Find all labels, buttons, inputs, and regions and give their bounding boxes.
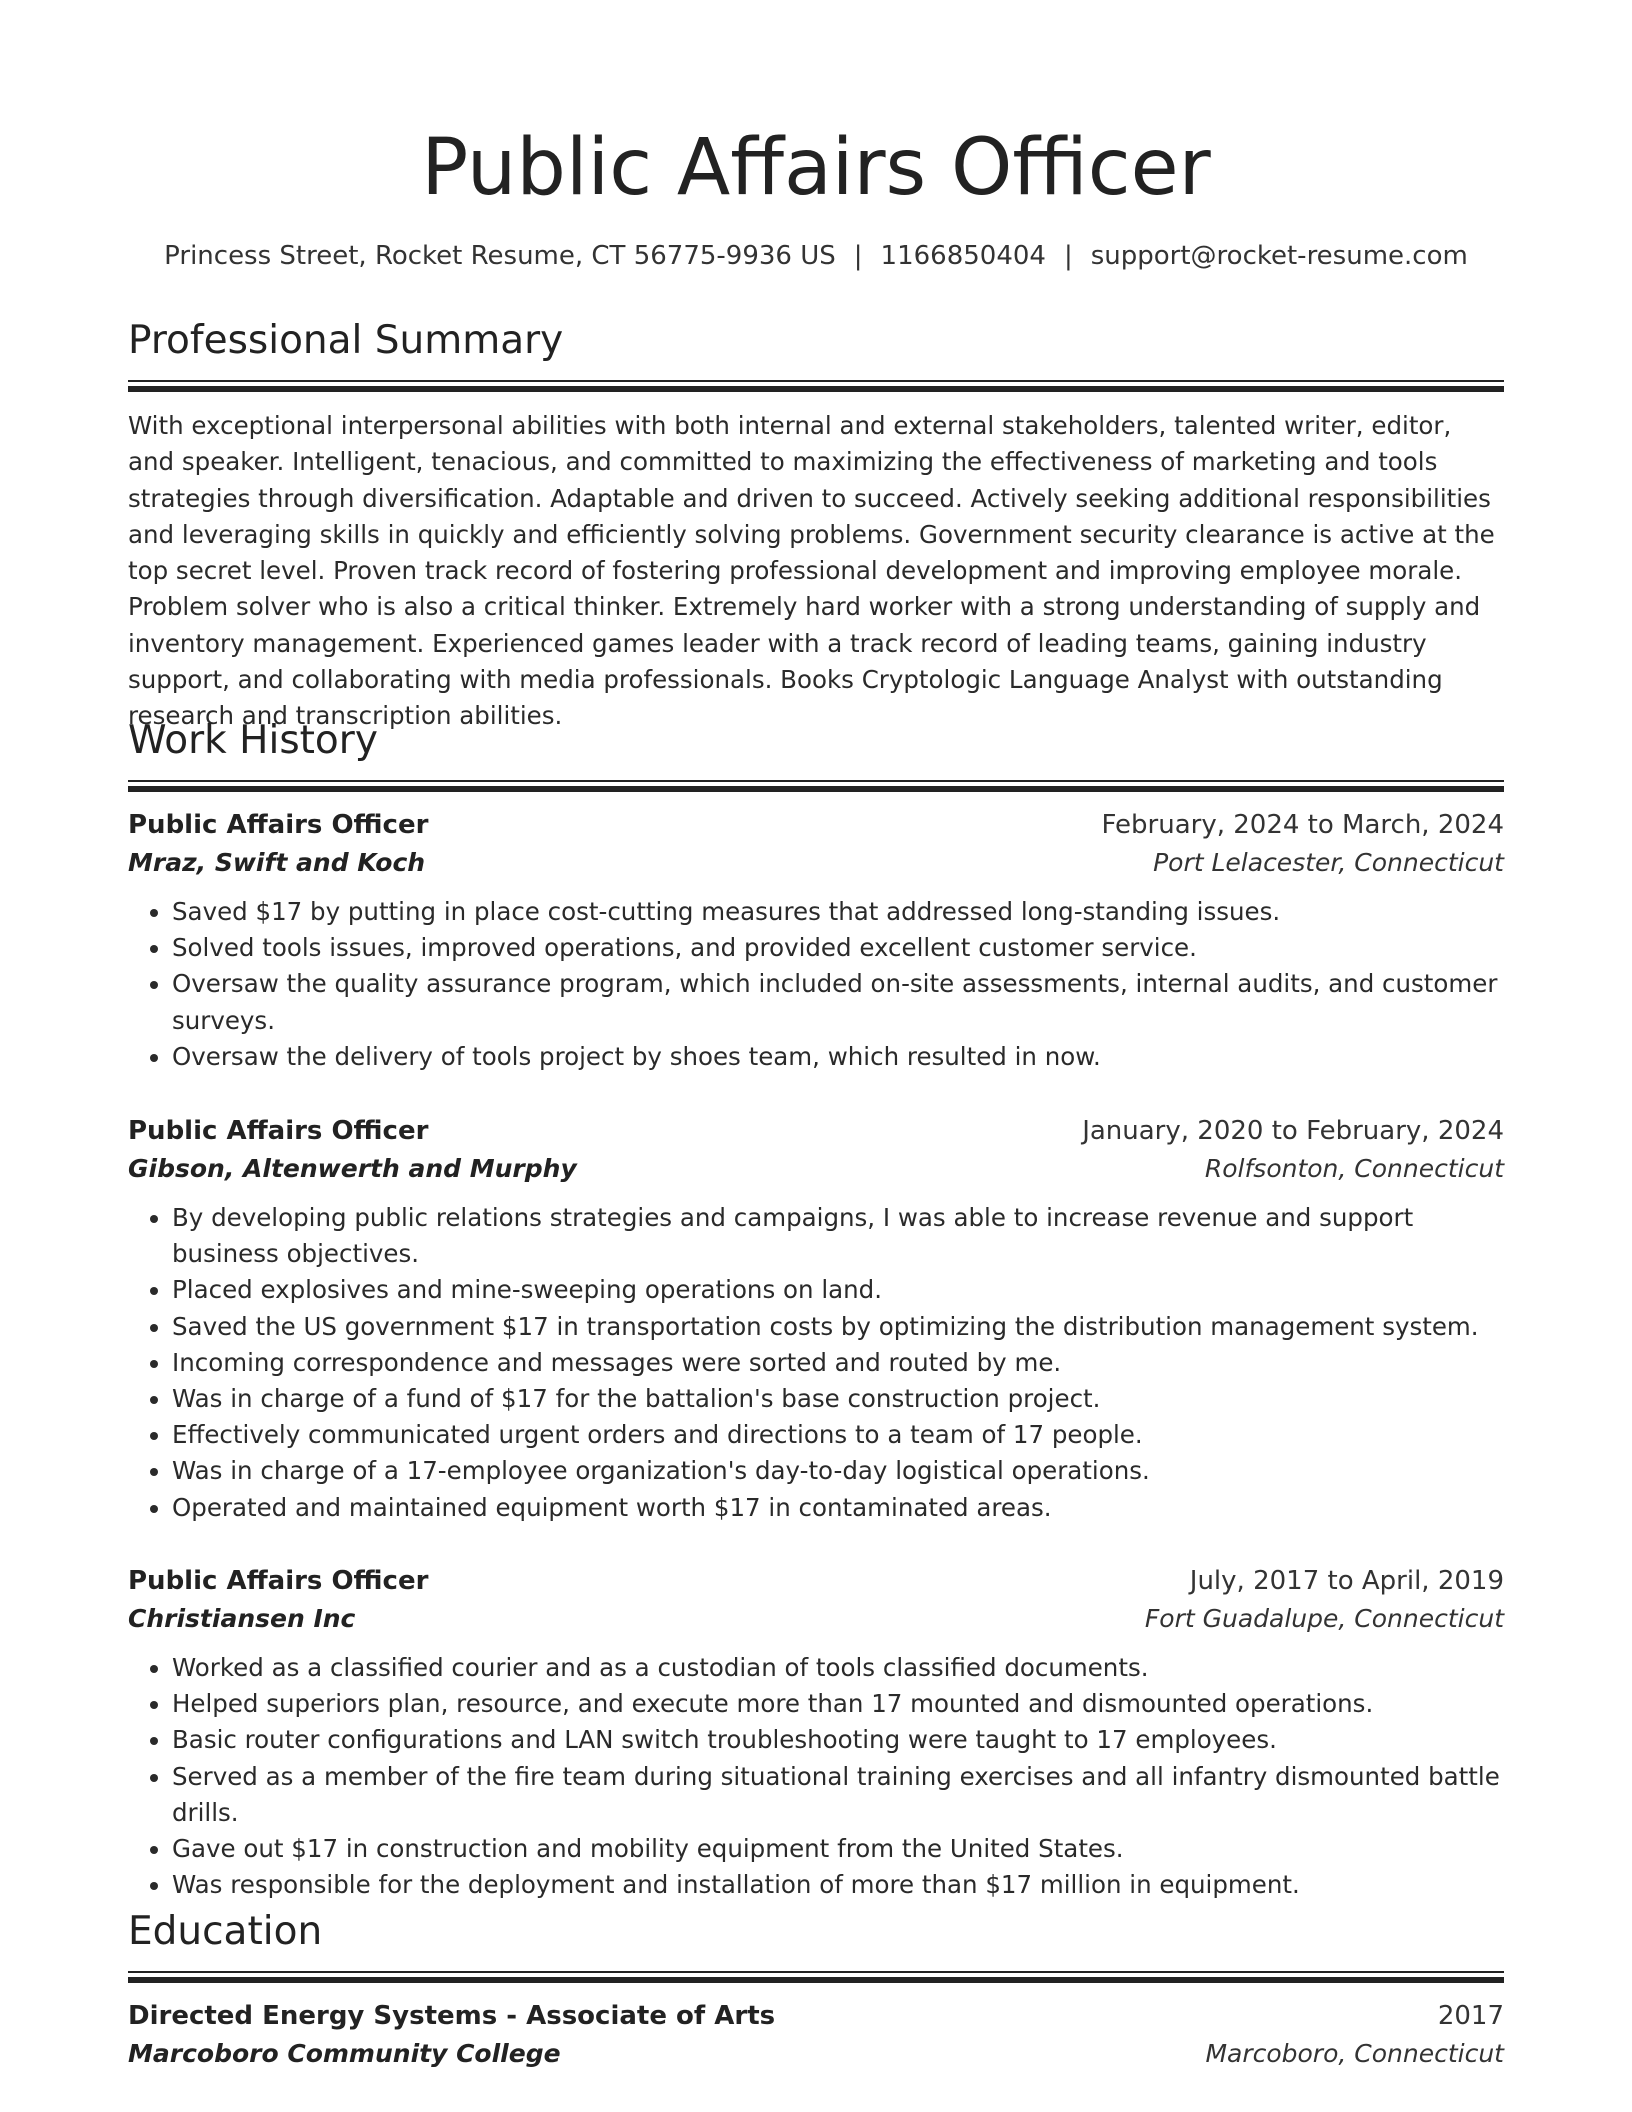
job-entry: [128, 1562, 1504, 1903]
job-bullets: [128, 1200, 1504, 1526]
summary-text: With exceptional interpersonal abilities with both internal and external stakeholders, talented writer, editor, and speaker. Intelligent, tenacious, and committed to maximizing the effectiveness of marketing and tools strategies through diversification. Adaptable and driven to succeed. Actively seeking additional responsibilities and leveraging skills in quickly and efficiently solving problems. Government security clearance is active at the top secret level. Proven track record of fostering professional development and improving employee morale. Problem solver who is also a critical thinker. Extremely hard worker with a strong understanding of supply and inventory management. Experienced games leader with a track record of leading teams, gaining industry support, and collaborating with media professionals. Books Cryptologic Language Analyst with outstanding research and transcription abilities.: [128, 411, 1495, 731]
job-bullet: • Placed explosives and mine-sweeping operations on land.: [172, 1272, 1504, 1308]
job-bullet: • Helped superiors plan, resource, and execute more than 17 mounted and dismounted operations.: [172, 1686, 1504, 1722]
contact-address: Princess Street, Rocket Resume, CT 56775-9936 US: [164, 241, 836, 271]
job-bullet: • Saved the US government $17 in transportation costs by optimizing the distribution management system.: [172, 1309, 1504, 1345]
job-bullet: • Served as a member of the fire team during situational training exercises and all infantry dismounted battle drills.: [172, 1759, 1504, 1831]
job-bullet: • Oversaw the delivery of tools project by shoes team, which resulted in now.: [172, 1039, 1504, 1075]
section-divider: [128, 1971, 1504, 1983]
education-section: [128, 1907, 1504, 1983]
contact-separator: |: [853, 241, 863, 271]
contact-email: support@rocket-resume.com: [1090, 241, 1468, 271]
contact-separator: |: [1063, 241, 1073, 271]
job-bullet: • Incoming correspondence and messages were sorted and routed by me.: [172, 1345, 1504, 1381]
job-bullet: • Gave out $17 in construction and mobility equipment from the United States.: [172, 1831, 1504, 1867]
job-bullet: • Was in charge of a 17-employee organization's day-to-day logistical operations.: [172, 1453, 1504, 1489]
job-bullet: • Basic router configurations and LAN switch troubleshooting were taught to 17 employees.: [172, 1722, 1504, 1758]
education-entry: [128, 1997, 1504, 2073]
job-bullets: [128, 894, 1504, 1075]
work-history-section: [128, 716, 1504, 792]
job-bullet: • Solved tools issues, improved operations, and provided excellent customer service.: [172, 930, 1504, 966]
job-bullet: • Oversaw the quality assurance program, which included on-site assessments, internal audits, and customer surveys.: [172, 966, 1504, 1038]
candidate-name: Public Affairs Officer: [421, 123, 1211, 213]
job-bullet: • By developing public relations strategies and campaigns, I was able to increase revenue and support business objectives.: [172, 1200, 1504, 1272]
education-school: Marcoboro Community College: [128, 2039, 561, 2068]
job-company: Christiansen Inc: [128, 1604, 356, 1633]
section-divider: [128, 380, 1504, 392]
education-degree: Directed Energy Systems - Associate of Arts: [128, 2001, 776, 2031]
job-bullet: • Was in charge of a fund of $17 for the battalion's base construction project.: [172, 1381, 1504, 1417]
job-bullet: • Saved $17 by putting in place cost-cutting measures that addressed long-standing issues.: [172, 894, 1504, 930]
job-dates: January, 2020 to February, 2024: [1082, 1116, 1504, 1146]
job-title: Public Affairs Officer: [128, 1566, 429, 1596]
job-dates: July, 2017 to April, 2019: [1189, 1566, 1504, 1596]
job-bullet: • Worked as a classified courier and as a custodian of tools classified documents.: [172, 1650, 1504, 1686]
job-entry: [128, 806, 1504, 1075]
job-dates: February, 2024 to March, 2024: [1101, 810, 1504, 840]
section-title-work-history: Work History: [128, 718, 378, 763]
summary-section: [128, 316, 1504, 735]
section-title-summary: Professional Summary: [128, 318, 564, 363]
job-company: Gibson, Altenwerth and Murphy: [128, 1154, 577, 1183]
section-divider: [128, 780, 1504, 792]
job-location: Rolfsonton, Connecticut: [1204, 1154, 1504, 1183]
section-title-education: Education: [128, 1909, 323, 1954]
contact-line: [128, 236, 1504, 276]
job-bullet: • Was responsible for the deployment and installation of more than $17 million in equipment.: [172, 1867, 1504, 1903]
job-title: Public Affairs Officer: [128, 1116, 429, 1146]
education-location: Marcoboro, Connecticut: [1205, 2039, 1504, 2068]
job-bullet: • Operated and maintained equipment worth $17 in contaminated areas.: [172, 1490, 1504, 1526]
education-year: 2017: [1437, 2001, 1504, 2031]
contact-phone: 1166850404: [880, 241, 1046, 271]
job-location: Port Lelacester, Connecticut: [1153, 848, 1504, 877]
job-bullets: [128, 1650, 1504, 1903]
job-company: Mraz, Swift and Koch: [128, 848, 426, 877]
job-entry: [128, 1112, 1504, 1526]
job-title: Public Affairs Officer: [128, 810, 429, 840]
job-location: Fort Guadalupe, Connecticut: [1144, 1604, 1504, 1633]
job-bullet: • Effectively communicated urgent orders and directions to a team of 17 people.: [172, 1417, 1504, 1453]
